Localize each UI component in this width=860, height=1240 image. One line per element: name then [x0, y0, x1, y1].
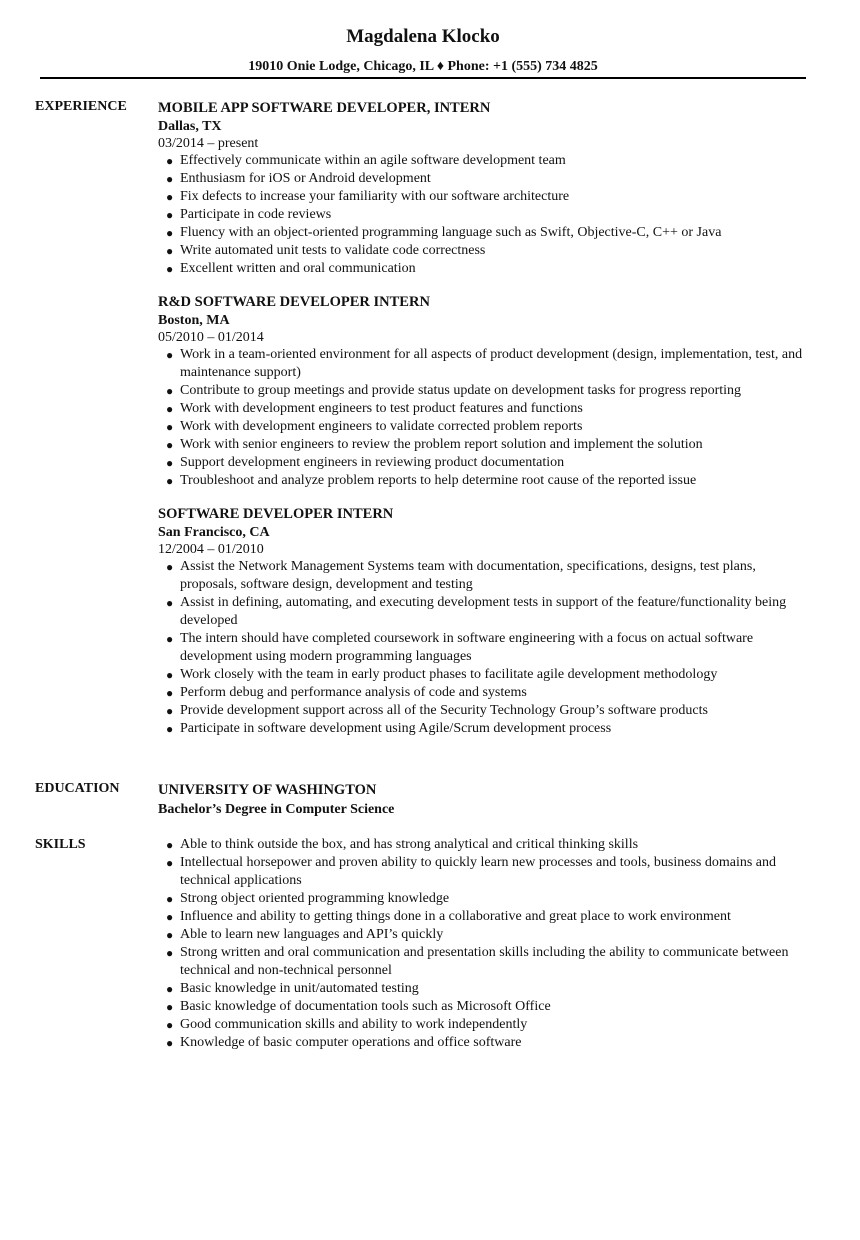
contact-line: 19010 Onie Lodge, Chicago, IL ♦ Phone: +1 (555) 734 4825	[248, 59, 598, 74]
bullet-icon: ●	[166, 172, 174, 186]
skill-text: Good communication skills and ability to work independently	[180, 1017, 528, 1032]
skill-text: Intellectual horsepower and proven ability to quickly learn new processes and tools, business domains and technical applications	[180, 855, 777, 888]
duty-text: Perform debug and performance analysis of code and systems	[180, 685, 527, 700]
bullet-icon: ●	[166, 686, 174, 700]
duty-text: Assist the Network Management Systems team with documentation, specifications, designs, test plans, proposals, software design, development and testing	[180, 559, 756, 592]
duty-item	[158, 684, 810, 702]
duty-item	[158, 454, 810, 472]
education-body	[158, 780, 810, 820]
skill-item	[158, 854, 810, 890]
header-divider	[40, 77, 806, 79]
duty-item	[158, 170, 810, 188]
bullet-icon: ●	[166, 384, 174, 398]
duty-item	[158, 188, 810, 206]
bullet-icon: ●	[166, 892, 174, 906]
duty-text: Participate in software development using Agile/Scrum development process	[180, 721, 612, 736]
job-duties	[158, 558, 810, 738]
duty-text: Work with development engineers to validate corrected problem reports	[180, 419, 583, 434]
skill-item	[158, 926, 810, 944]
job-duties	[158, 152, 810, 278]
job-title: SOFTWARE DEVELOPER INTERN	[158, 506, 394, 522]
job-location: Boston, MA	[158, 313, 230, 328]
duty-text: Work closely with the team in early product phases to facilitate agile development methodology	[180, 667, 718, 682]
duty-text: Work in a team-oriented environment for all aspects of product development (design, implementation, test, and maintenance support)	[180, 347, 803, 380]
bullet-icon: ●	[166, 668, 174, 682]
duty-item	[158, 346, 810, 382]
duty-item	[158, 206, 810, 224]
job-entry	[158, 292, 810, 490]
duty-item	[158, 382, 810, 400]
bullet-icon: ●	[166, 208, 174, 222]
duty-item	[158, 702, 810, 720]
duty-item	[158, 242, 810, 260]
bullet-icon: ●	[166, 928, 174, 942]
skill-text: Able to think outside the box, and has strong analytical and critical thinking skills	[180, 837, 639, 852]
duty-text: Fix defects to increase your familiarity with our software architecture	[180, 189, 570, 204]
skill-item	[158, 836, 810, 854]
resume-header	[0, 25, 846, 76]
duty-item	[158, 558, 810, 594]
bullet-icon: ●	[166, 1036, 174, 1050]
experience-body	[158, 98, 810, 752]
bullet-icon: ●	[166, 596, 174, 610]
duty-item	[158, 436, 810, 454]
section-label-skills: SKILLS	[35, 837, 86, 852]
skill-text: Strong written and oral communication and presentation skills including the ability to communicate between technical and non-technical personnel	[180, 945, 789, 978]
bullet-icon: ●	[166, 438, 174, 452]
skill-text: Influence and ability to getting things done in a collaborative and great place to work environment	[180, 909, 731, 924]
duty-item	[158, 720, 810, 738]
duty-text: Work with development engineers to test product features and functions	[180, 401, 583, 416]
skill-text: Knowledge of basic computer operations and office software	[180, 1035, 522, 1050]
bullet-icon: ●	[166, 348, 174, 362]
bullet-icon: ●	[166, 946, 174, 960]
bullet-icon: ●	[166, 560, 174, 574]
job-title: R&D SOFTWARE DEVELOPER INTERN	[158, 294, 430, 310]
duty-text: Fluency with an object-oriented programming language such as Swift, Objective-C, C++ or Java	[180, 225, 722, 240]
skills-body	[158, 836, 810, 1052]
bullet-icon: ●	[166, 704, 174, 718]
duty-text: Enthusiasm for iOS or Android development	[180, 171, 431, 186]
job-dates: 12/2004 – 01/2010	[158, 542, 264, 557]
skill-item	[158, 890, 810, 908]
bullet-icon: ●	[166, 1018, 174, 1032]
section-label-experience: EXPERIENCE	[35, 99, 127, 114]
bullet-icon: ●	[166, 838, 174, 852]
skill-item	[158, 980, 810, 998]
duty-item	[158, 152, 810, 170]
candidate-name: Magdalena Klocko	[346, 26, 500, 47]
bullet-icon: ●	[166, 244, 174, 258]
duty-text: Assist in defining, automating, and executing development tests in support of the feature/functionality being developed	[180, 595, 787, 628]
duty-item	[158, 594, 810, 630]
skill-item	[158, 1016, 810, 1034]
bullet-icon: ●	[166, 910, 174, 924]
duty-item	[158, 630, 810, 666]
skill-item	[158, 908, 810, 926]
duty-text: Work with senior engineers to review the problem report solution and implement the solution	[180, 437, 703, 452]
duty-text: Troubleshoot and analyze problem reports to help determine root cause of the reported issue	[180, 473, 697, 488]
duty-text: Excellent written and oral communication	[180, 261, 416, 276]
skills-list	[158, 836, 810, 1052]
job-location: San Francisco, CA	[158, 525, 270, 540]
job-entry	[158, 98, 810, 278]
skill-text: Basic knowledge in unit/automated testing	[180, 981, 419, 996]
job-title: MOBILE APP SOFTWARE DEVELOPER, INTERN	[158, 100, 491, 116]
bullet-icon: ●	[166, 474, 174, 488]
skill-text: Strong object oriented programming knowledge	[180, 891, 450, 906]
skill-text: Able to learn new languages and API’s quickly	[180, 927, 444, 942]
bullet-icon: ●	[166, 982, 174, 996]
bullet-icon: ●	[166, 402, 174, 416]
job-location: Dallas, TX	[158, 119, 222, 134]
duty-text: Effectively communicate within an agile software development team	[180, 153, 566, 168]
duty-text: Contribute to group meetings and provide status update on development tasks for progress reporting	[180, 383, 742, 398]
duty-item	[158, 260, 810, 278]
job-dates: 03/2014 – present	[158, 136, 259, 151]
skill-item	[158, 944, 810, 980]
bullet-icon: ●	[166, 722, 174, 736]
bullet-icon: ●	[166, 190, 174, 204]
school-name: UNIVERSITY OF WASHINGTON	[158, 782, 377, 798]
bullet-icon: ●	[166, 456, 174, 470]
bullet-icon: ●	[166, 856, 174, 870]
bullet-icon: ●	[166, 420, 174, 434]
duty-item	[158, 224, 810, 242]
bullet-icon: ●	[166, 1000, 174, 1014]
duty-item	[158, 472, 810, 490]
skill-text: Basic knowledge of documentation tools such as Microsoft Office	[180, 999, 551, 1014]
skill-item	[158, 1034, 810, 1052]
bullet-icon: ●	[166, 632, 174, 646]
duty-text: The intern should have completed coursework in software engineering with a focus on actual software development using modern programming languages	[180, 631, 754, 664]
bullet-icon: ●	[166, 226, 174, 240]
duty-item	[158, 666, 810, 684]
job-dates: 05/2010 – 01/2014	[158, 330, 264, 345]
bullet-icon: ●	[166, 154, 174, 168]
degree: Bachelor’s Degree in Computer Science	[158, 802, 395, 817]
duty-item	[158, 418, 810, 436]
section-label-education: EDUCATION	[35, 781, 120, 796]
bullet-icon: ●	[166, 262, 174, 276]
duty-text: Write automated unit tests to validate code correctness	[180, 243, 486, 258]
job-entry	[158, 504, 810, 738]
duty-text: Support development engineers in reviewing product documentation	[180, 455, 565, 470]
job-duties	[158, 346, 810, 490]
duty-text: Participate in code reviews	[180, 207, 332, 222]
duty-text: Provide development support across all of the Security Technology Group’s software products	[180, 703, 708, 718]
duty-item	[158, 400, 810, 418]
skill-item	[158, 998, 810, 1016]
